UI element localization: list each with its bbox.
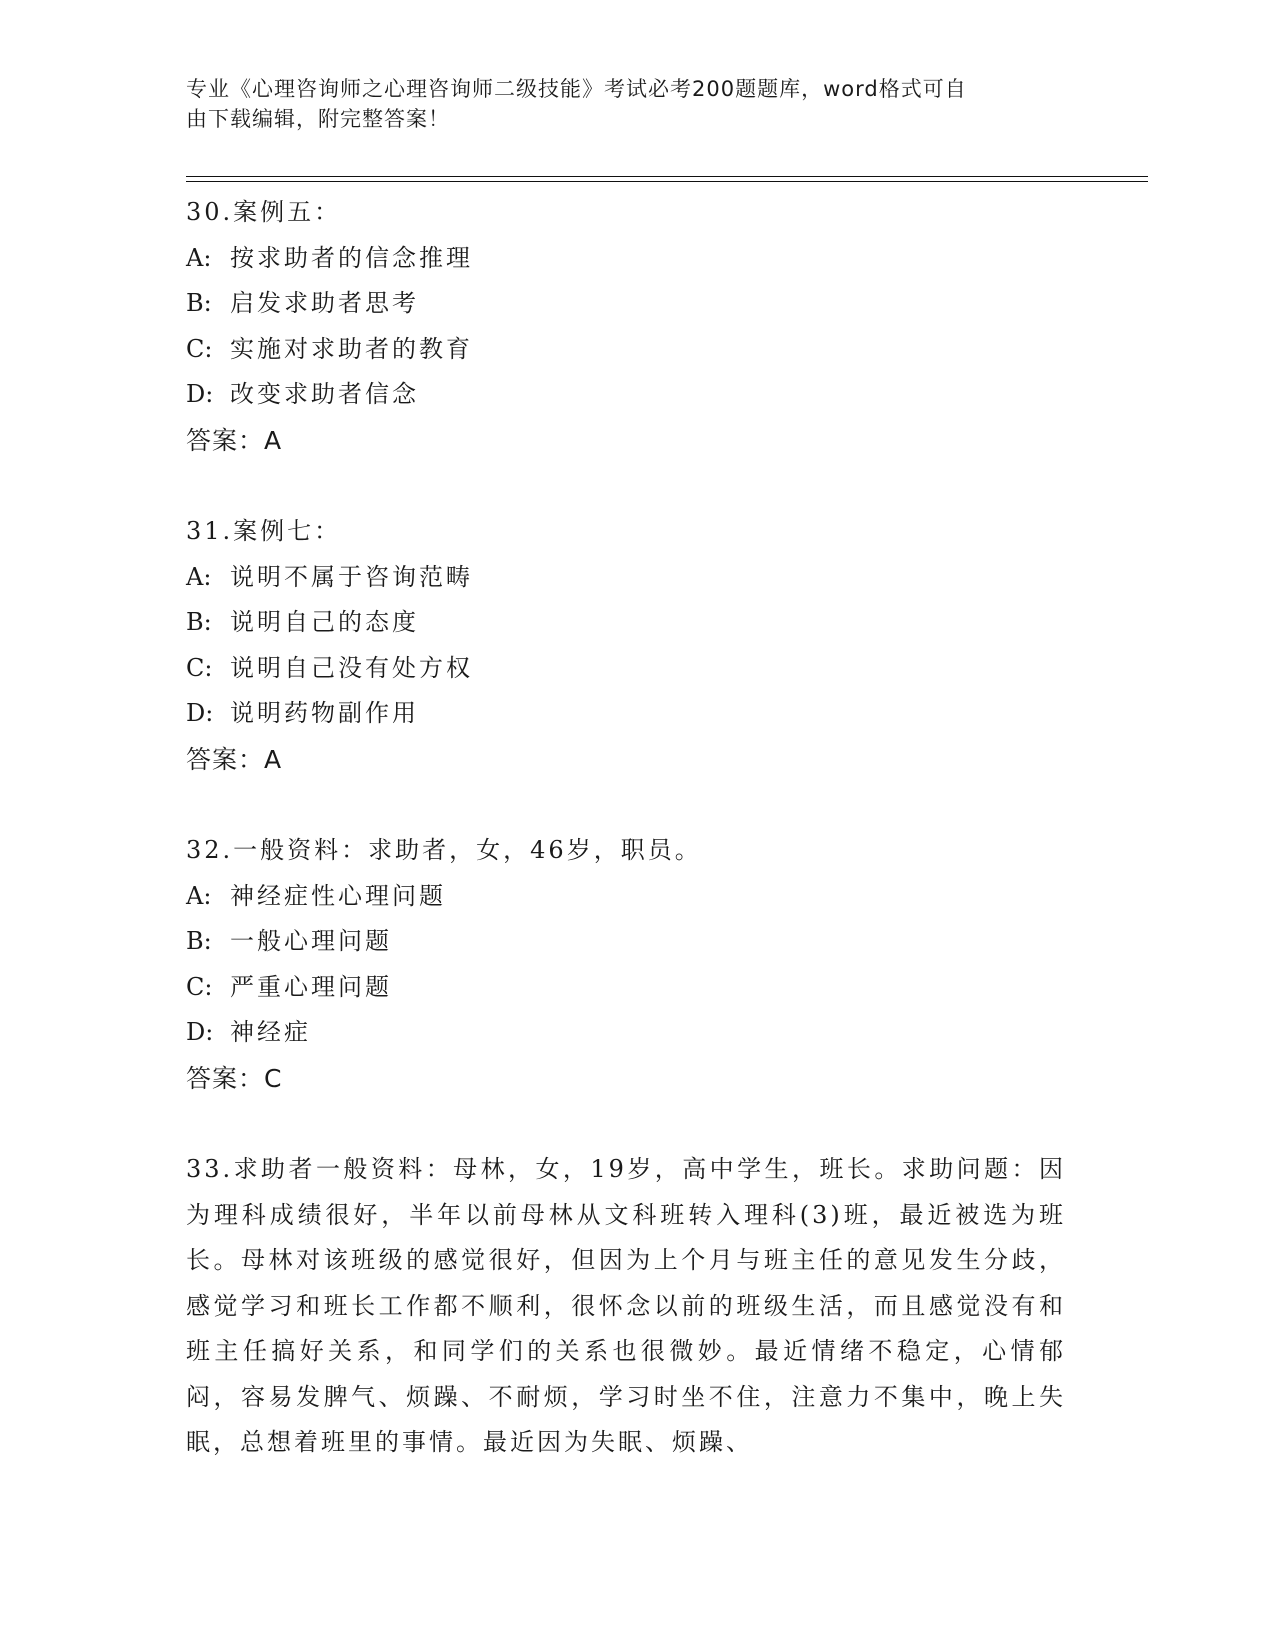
- option-text: 改变求助者信念: [230, 380, 419, 408]
- option-c: [186, 646, 1066, 692]
- option-a: [186, 555, 1066, 601]
- question-title: 31.案例七：: [186, 517, 342, 545]
- option-b: [186, 600, 1066, 646]
- option-text: 按求助者的信念推理: [230, 243, 473, 272]
- question-list: [186, 190, 1066, 1512]
- question-33-text: 33.求助者一般资料：母林，女，19岁，高中学生，班长。求助问题：因为理科成绩很好，半年以前母林从文科班转入理科(3)班，最近被选为班长。母林对该班级的感觉很好，但因为上个月与班主任的意见发生分歧，感觉学习和班长工作都不顺利，很怀念以前的班级生活，而且感觉没有和班主任搞好关系，和同学们的关系也很微妙。最近情绪不稳定，心情郁闷，容易发脾气、烦躁、不耐烦，学习时坐不住，注意力不集中，晚上失眠，总想着班里的事情。最近因为失眠、烦躁、: [186, 1155, 1066, 1456]
- header-title-line-2: 由下载编辑，附完整答案！: [186, 107, 450, 131]
- option-key: C:: [186, 334, 213, 363]
- question-30: [186, 190, 1066, 463]
- option-text: 说明不属于咨询范畴: [230, 562, 473, 591]
- header-title-line-1: 专业《心理咨询师之心理咨询师二级技能》考试必考200题题库，word格式可自: [186, 77, 967, 101]
- option-key: D:: [186, 380, 214, 408]
- option-text: 严重心理问题: [230, 972, 392, 1001]
- option-key: D:: [186, 699, 214, 727]
- question-33: [186, 1147, 1066, 1466]
- option-text: 神经症: [230, 1018, 311, 1046]
- question-title: 30.案例五：: [186, 198, 342, 226]
- option-text: 实施对求助者的教育: [230, 334, 473, 363]
- answer-line: 答案：A: [186, 425, 283, 455]
- option-key: B:: [186, 927, 212, 955]
- header-rule-bottom: [186, 181, 1148, 182]
- option-d: [186, 1010, 1066, 1056]
- document-header: [186, 74, 1066, 134]
- answer-line: 答案：C: [186, 1063, 283, 1093]
- option-d: [186, 372, 1066, 418]
- option-text: 神经症性心理问题: [230, 881, 446, 910]
- option-key: D:: [186, 1018, 214, 1046]
- option-b: [186, 919, 1066, 965]
- option-text: 说明自己没有处方权: [230, 653, 473, 682]
- option-text: 说明自己的态度: [230, 608, 419, 636]
- option-text: 启发求助者思考: [230, 289, 419, 317]
- option-a: [186, 874, 1066, 920]
- option-key: A:: [186, 881, 212, 910]
- option-key: C:: [186, 653, 213, 682]
- option-key: B:: [186, 608, 212, 636]
- option-c: [186, 965, 1066, 1011]
- option-c: [186, 327, 1066, 373]
- option-d: [186, 691, 1066, 737]
- option-text: 一般心理问题: [230, 927, 392, 955]
- option-text: 说明药物副作用: [230, 699, 419, 727]
- option-a: [186, 236, 1066, 282]
- option-b: [186, 281, 1066, 327]
- option-key: B:: [186, 289, 212, 317]
- question-31: [186, 509, 1066, 782]
- question-title: 32.一般资料：求助者，女，46岁，职员。: [186, 836, 702, 864]
- header-rule-top: [186, 176, 1148, 177]
- option-key: A:: [186, 243, 212, 272]
- option-key: C:: [186, 972, 213, 1001]
- answer-line: 答案：A: [186, 744, 283, 774]
- question-32: [186, 828, 1066, 1101]
- option-key: A:: [186, 562, 212, 591]
